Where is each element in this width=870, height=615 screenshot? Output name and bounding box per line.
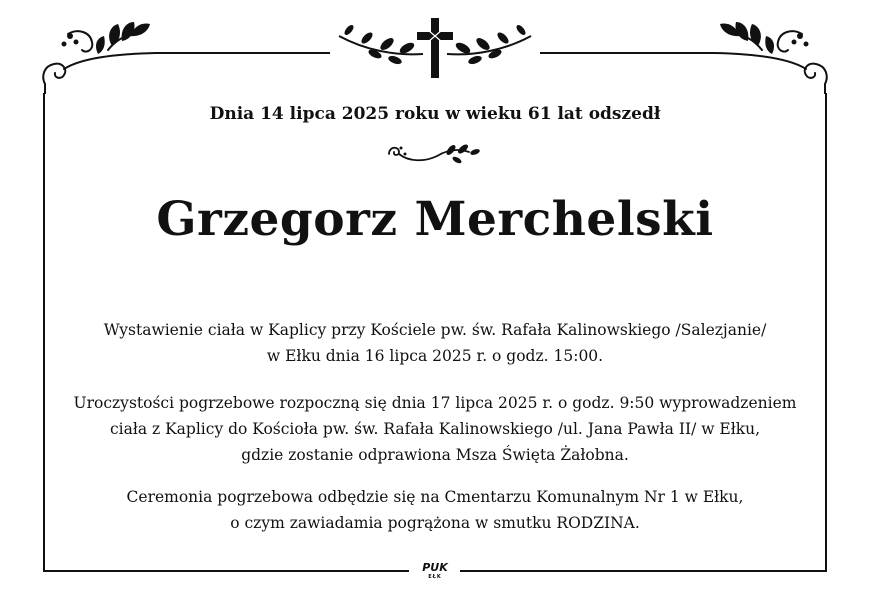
top-rule-left xyxy=(155,52,330,54)
paragraph-line: o czym zawiadamia pogrążona w smutku RODZINA. xyxy=(230,514,640,532)
paragraph-line: Wystawienie ciała w Kaplicy przy Kościele pw. św. Rafała Kalinowskiego /Salezjanie/ xyxy=(103,321,767,339)
paragraph-line: w Ełku dnia 16 lipca 2025 r. o godz. 15:00. xyxy=(266,347,604,365)
floral-swirl-icon xyxy=(38,14,158,94)
top-rule-right xyxy=(540,52,715,54)
paragraph-line: gdzie zostanie odprawiona Msza Święta Żałobna. xyxy=(241,446,629,464)
floral-swirl-icon xyxy=(712,14,832,94)
frame-bottom-border-left xyxy=(43,570,409,572)
paragraph-viewing xyxy=(40,317,830,369)
company-logo xyxy=(414,562,456,582)
paragraph-line: Ceremonia pogrzebowa odbędzie się na Cmentarzu Komunalnym Nr 1 w Ełku, xyxy=(126,488,744,506)
logo-main-text: PUK xyxy=(422,561,448,574)
frame-bottom-border-right xyxy=(460,570,827,572)
paragraph-line: Uroczystości pogrzebowe rozpoczną się dnia 17 lipca 2025 r. o godz. 9:50 wyprowadzeniem xyxy=(73,394,797,412)
death-announcement-line: Dnia 14 lipca 2025 roku w wieku 61 lat odszedł xyxy=(209,104,661,124)
paragraph-funeral-ceremony xyxy=(40,390,830,468)
paragraph-burial xyxy=(40,484,830,536)
logo-sub-text: EŁK xyxy=(428,574,442,580)
deceased-name: Grzegorz Merchelski xyxy=(156,192,714,247)
paragraph-line: ciała z Kaplicy do Kościoła pw. św. Rafała Kalinowskiego /ul. Jana Pawła II/ w Ełku, xyxy=(109,420,761,438)
cross-with-laurel-icon xyxy=(335,14,535,80)
swirl-leaf-divider-icon xyxy=(385,140,485,170)
